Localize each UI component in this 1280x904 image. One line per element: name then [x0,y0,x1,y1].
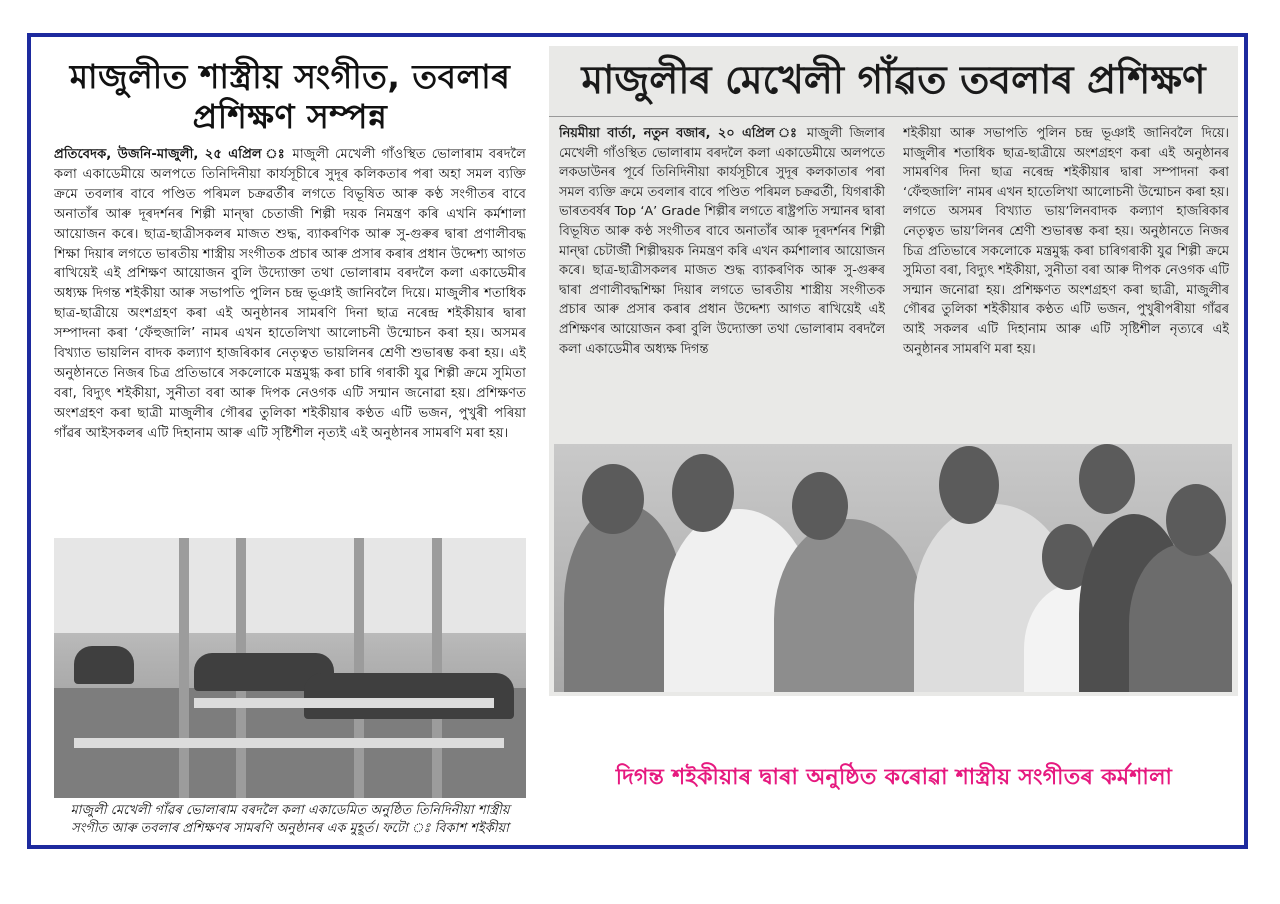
right-news-clipping [549,46,1238,696]
right-column-1 [559,124,885,442]
left-workshop-photo [54,538,526,798]
right-dateline: নিয়মীয়া বাৰ্তা, নতুন বজাৰ, ২০ এপ্ৰিল ঃ [559,126,800,141]
right-article-columns [559,124,1229,442]
left-headline: মাজুলীত শাস্ত্ৰীয় সংগীত, তবলাৰ প্ৰশিক্ষণ সম্পন্ন [69,57,511,136]
right-column-2: শইকীয়া আৰু সভাপতি পুলিন চন্দ্ৰ ভূঞাই জানিবলৈ দিয়ে। মাজুলীৰ শতাধিক ছাত্ৰ-ছাত্ৰীয়ে অংশগ্ৰহণ কৰা এই অনুষ্ঠানৰ সামৰণিৰ দিনা ছাত্ৰ নৰেন্দ্ৰ শইকীয়াৰ দ্বাৰা সম্পাদনা কৰা ‘ফেঁহুজালি’ নামৰ এখন হাতেলিখা আলোচনী উন্মোচন কৰা হয়। লগতে অসমৰ বিখ্যাত ভায়’লিনবাদক কল্যাণ হাজৰিকাৰ নেতৃত্বত ভায়’লিনৰ শ্ৰেণী শুভাৰম্ভ কৰা হয়। অনুষ্ঠানতে নিজৰ চিত্ৰ প্ৰতিভাৰে সকলোকে মন্ত্ৰমুগ্ধ কৰা চাৰিগৰাকী যুৱ শিল্পী ক্ৰমে সুমিতা বৰা, বিদ্যুৎ শইকীয়া, সুনীতা বৰা আৰু দীপক নেওগক এটি সন্মান জনোৱা হয়। প্ৰশিক্ষণত অংশগ্ৰহণ কৰা ছাত্ৰী, মাজুলীৰ গৌৰৱ তুলিকা শইকীয়াৰ কণ্ঠত এটি ভজন, পুখুৰীপৰীয়া গাঁৱৰ আই সকলৰ এটি দিহানাম আৰু এটি সৃষ্টিশীল নৃত্যৰে এই অনুষ্ঠানৰ সামৰণি মৰা হয়। [903,126,1229,357]
right-column-1-text: মাজুলী জিলাৰ মেখেলী গাঁওস্থিত ভোলাৰাম বৰদলৈ কলা একাডেমীয়ে অলপতে লকডাউনৰ পূৰ্বে তিনিদিনীয়া কাৰ্যসূচীৰে সুদূৰ কলকাতাৰ পৰা সমল ব্যক্তি ক্ৰমে তবলাৰ বাবে পণ্ডিত পৰিমল চক্ৰৱৰ্তী, যিগৰাকী ভাৰতবৰ্ষৰ Top ‘A’ Grade শিল্পীৰ লগতে ৰাষ্ট্ৰপতি সন্মানৰ দ্বাৰা বিভূষিত আৰু কণ্ঠ সংগীতৰ বাবে অনাতাঁৰ আৰু দূৰদৰ্শনৰ শিল্পী মান্দ্বা চেটাৰ্জী শিল্পীদ্বয়ক নিমন্ত্ৰণ কৰি এখন কৰ্মশালাৰ আয়োজন কৰে। ছাত্ৰ-ছাত্ৰীসকলৰ মাজত শুদ্ধ ব্যাকৰণিক আৰু সু-গুৰুৰ দ্বাৰা প্ৰণালীবদ্ধশিক্ষা দিয়াৰ লগতে ভাৰতীয় শাস্ত্ৰীয় সংগীতক প্ৰচাৰ আৰু প্ৰসাৰ কৰাৰ প্ৰধান উদ্দেশ্য আগত ৰাখিয়েই এই প্ৰশিক্ষণৰ আয়োজন কৰা বুলি উদ্যোক্তা তথা ভোলাৰাম বৰদলৈ কলা একাডেমীৰ অধ্যক্ষ দিগন্ত [559,126,885,357]
left-photo-caption: মাজুলী মেখেলী গাঁৱৰ ভোলাৰাম বৰদলৈ কলা একাডেমিত অনুষ্ঠিত তিনিদিনীয়া শাস্ত্ৰীয় সংগীত আৰু তবলাৰ প্ৰশিক্ষণৰ সামৰণি অনুষ্ঠানৰ এক মুহূৰ্ত। ফটো ঃ বিকাশ শইকীয়া [70,803,510,836]
workshop-note: দিগন্ত শইকীয়াৰ দ্বাৰা অনুষ্ঠিত কৰোৱা শাস্ত্ৰীয় সংগীতৰ কৰ্মশালা [615,765,1173,790]
left-dateline: প্ৰতিবেদক, উজনি-মাজুলী, ২৫ এপ্ৰিল ঃ [54,147,287,162]
right-headline: মাজুলীৰ মেখেলী গাঁৱত তবলাৰ প্ৰশিক্ষণ [549,46,1238,117]
left-news-clipping [54,50,526,848]
left-article-body [54,145,526,525]
left-body-text: মাজুলী মেখেলী গাঁওস্থিত ভোলাৰাম বৰদলৈ কলা একাডেমীয়ে অলপতে তিনিদিনীয়া কাৰ্যসূচীৰে সুদূৰ কলিকতাৰ পৰা অহা সমল ব্যক্তি ক্ৰমে তবলাৰ বাবে পণ্ডিত পৰিমল চক্ৰৱৰ্তীৰ লগতে বিভূষিত আৰু কণ্ঠ সংগীতৰ বাবে অনাতাঁৰ আৰু দূৰদৰ্শনৰ শিল্পী মান্দ্বা চেতাজী শিল্পী দয়ক নিমন্ত্ৰণ কৰি এখনি কৰ্মশালা আয়োজন কৰে। ছাত্ৰ-ছাত্ৰীসকলৰ মাজত শুদ্ধ, ব্যাকৰণিক আৰু সু-গুৰুৰ দ্বাৰা প্ৰণালীবদ্ধ শিক্ষা দিয়াৰ লগতে ভাৰতীয় শাস্ত্ৰীয় সংগীতক প্ৰচাৰ আৰু প্ৰসাৰ কৰাৰ প্ৰধান উদ্দেশ্য আগত ৰাখিয়েই এই প্ৰশিক্ষণ আয়োজন বুলি উদ্যোক্তা তথা ভোলাৰাম বৰদলৈ কলা একাডেমীৰ অধ্যক্ষ দিগন্ত শইকীয়া আৰু সভাপতি পুলিন চন্দ্ৰ ভূঞাই জানিবলৈ দিয়ে। মাজুলীৰ শতাধিক ছাত্ৰ-ছাত্ৰীয়ে অংশগ্ৰহণ কৰা এই অনুষ্ঠানৰ সামৰণি দিনা ছাত্ৰ নৰেন্দ্ৰ শইকীয়াৰ দ্বাৰা সম্পাদনা কৰা ‘ফেঁহুজালি’ নামৰ এখন হাতেলিখা আলোচনী উন্মোচন কৰা হয়। অসমৰ বিখ্যাত ভায়লিন বাদক কল্যাণ হাজৰিকাৰ নেতৃত্বত ভায়লিনৰ শ্ৰেণী শুভাৰম্ভ কৰা হয়। এই অনুষ্ঠানতে নিজৰ চিত্ৰ প্ৰতিভাৰে সকলোকে মন্ত্ৰমুগ্ধ কৰা চাৰি গৰাকী যুৱ শিল্পী ক্ৰমে সুমিতা বৰা, বিদ্যুৎ শইকীয়া, সুনীতা বৰা আৰু দিপক নেওগক এটি সন্মান জনোৱা হয়। প্ৰশিক্ষণত অংশগ্ৰহণ কৰা ছাত্ৰী মাজুলীৰ গৌৰৱ তুলিকা শইকীয়াৰ কণ্ঠত এটি ভজন, পুখুৰী পৰিয়া গাঁৱৰ আইসকলৰ এটি দিহানাম আৰু এটি সৃষ্টিশীল নৃত্যই এই অনুষ্ঠানৰ সামৰণি মৰা হয়। [54,147,526,441]
right-ceremony-photo [554,444,1232,692]
